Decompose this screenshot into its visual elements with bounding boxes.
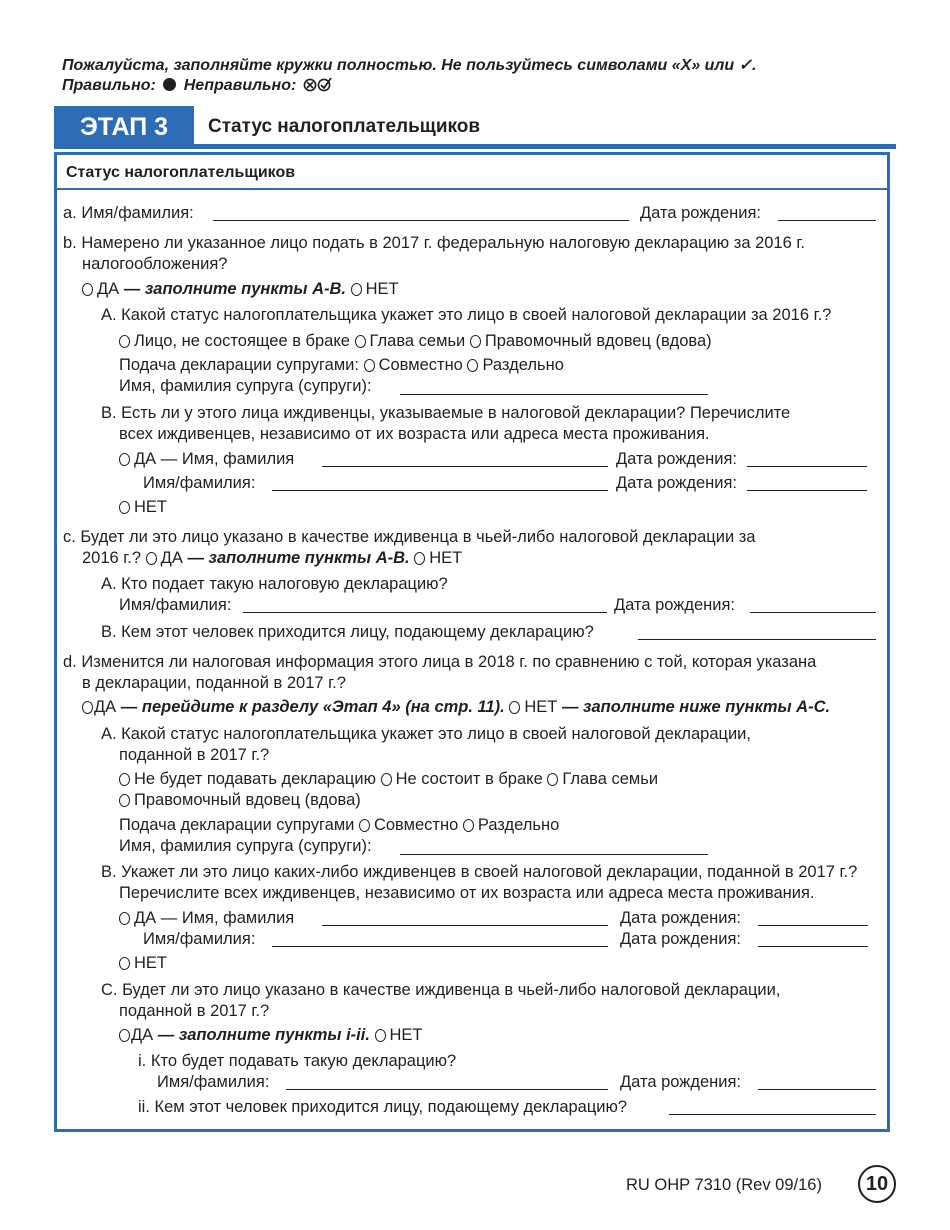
- bB-yes-row: [119, 449, 294, 470]
- d-answer-row: [82, 697, 830, 718]
- dA-widow-radio[interactable]: [119, 794, 130, 807]
- dB-name2-field[interactable]: [272, 946, 608, 947]
- cA-question: A. Кто подает такую налоговую декларацию?: [101, 575, 448, 593]
- dC-i-name-label: Имя/фамилия:: [157, 1073, 270, 1091]
- d-question-line2: в декларации, поданной в 2017 г.?: [82, 674, 346, 692]
- dC-yes-radio[interactable]: [119, 1029, 130, 1042]
- bA-joint-row: [119, 355, 564, 376]
- dA-question-line2: поданной в 2017 г.?: [119, 746, 270, 764]
- bA-single-label: Лицо, не состоящее в браке: [134, 332, 350, 350]
- b-no-label: НЕТ: [365, 280, 399, 298]
- b-question-line2: налогообложения?: [82, 255, 228, 273]
- c-question-line1: c. Будет ли это лицо указано в качестве иждивенца в чьей-либо налоговой декларации за: [63, 528, 756, 546]
- b-yes-note: — заполните пункты A-B.: [123, 280, 346, 298]
- dA-joint-label: Подача декларации супругами: [119, 816, 355, 834]
- dC-yes-note: — заполните пункты i-ii.: [157, 1026, 370, 1044]
- instructions-line1: Пожалуйста, заполняйте кружки полностью. Не пользуйтесь символами «X» или ✓.: [62, 57, 757, 74]
- bA-joint-label: Подача декларации супругами:: [119, 356, 359, 374]
- dB-dob2-field[interactable]: [758, 946, 868, 947]
- section-header: [57, 155, 887, 190]
- section-title: Статус налогоплательщиков: [66, 164, 296, 181]
- dA-spouse-label: Имя, фамилия супруга (супруги):: [119, 837, 372, 855]
- dB-question-line1: B. Укажет ли это лицо каких-либо иждивенцев в своей налоговой декларации, поданной в 2017 г.?: [101, 863, 858, 881]
- b-question-line1: b. Намерено ли указанное лицо подать в 2017 г. федеральную налоговую декларацию за 2016 г.: [63, 234, 805, 252]
- form-id: RU OHP 7310 (Rev 09/16): [626, 1176, 822, 1194]
- dB-name1-field[interactable]: [322, 925, 608, 926]
- bA-joint-radio[interactable]: [364, 359, 375, 372]
- cA-dob-label: Дата рождения:: [614, 596, 735, 614]
- d-question-line1: d. Изменится ли налоговая информация этого лица в 2018 г. по сравнению с той, которая указана: [63, 653, 817, 671]
- dB-dob1-field[interactable]: [758, 925, 868, 926]
- dC-i-dob-field[interactable]: [758, 1089, 876, 1090]
- dB-dob1-label: Дата рождения:: [620, 909, 741, 927]
- dA-question-line1: A. Какой статус налогоплательщика укажет это лицо в своей налоговой декларации,: [101, 725, 751, 743]
- stage-title: Статус налогоплательщиков: [208, 116, 481, 137]
- stage-underline: [54, 144, 896, 149]
- dA-widow-label: Правомочный вдовец (вдова): [134, 791, 361, 809]
- correct-label: Правильно:: [62, 77, 156, 94]
- b-yes-radio[interactable]: [82, 283, 93, 296]
- bB-question-line2: всех иждивенцев, независимо от их возраста или адреса места проживания.: [119, 425, 710, 443]
- dC-yes-label: ДА: [131, 1026, 154, 1044]
- dA-joint-option: Совместно: [373, 816, 459, 834]
- c-question-line2: [82, 548, 462, 569]
- cB-relation-field[interactable]: [638, 639, 876, 640]
- bA-spouse-label: Имя, фамилия супруга (супруги):: [119, 377, 372, 395]
- bB-name1-field[interactable]: [322, 466, 608, 467]
- c-question-year: 2016 г.?: [82, 549, 142, 567]
- wrong-label: Неправильно:: [183, 77, 297, 94]
- bA-head-radio[interactable]: [355, 335, 366, 348]
- stage-tab: ЭТАП 3: [54, 106, 194, 146]
- a-dob-label: Дата рождения:: [640, 204, 761, 222]
- bA-spouse-field[interactable]: [400, 394, 708, 395]
- bA-head-label: Глава семьи: [369, 332, 466, 350]
- a-name-label: a. Имя/фамилия:: [63, 204, 194, 222]
- bA-widow-label: Правомочный вдовец (вдова): [484, 332, 712, 350]
- a-name-field[interactable]: [213, 220, 629, 221]
- dB-yes-name-label: ДА — Имя, фамилия: [134, 909, 295, 927]
- dC-i-question: i. Кто будет подавать такую декларацию?: [138, 1052, 457, 1070]
- dC-i-name-field[interactable]: [286, 1089, 608, 1090]
- dB-name2-label: Имя/фамилия:: [143, 930, 256, 948]
- dA-joint-row: [119, 815, 559, 836]
- dA-nofile-label: Не будет подавать декларацию: [134, 770, 376, 788]
- stage-header: [54, 106, 896, 148]
- bB-dob1-label: Дата рождения:: [616, 450, 737, 468]
- instructions: [62, 56, 756, 96]
- cB-question: B. Кем этот человек приходится лицу, подающему декларацию?: [101, 623, 594, 641]
- filled-circle-icon: [163, 78, 176, 91]
- dA-single-radio[interactable]: [381, 773, 392, 786]
- dC-ii-question: ii. Кем этот человек приходится лицу, подающему декларацию?: [138, 1098, 628, 1116]
- d-yes-label: ДА: [94, 698, 117, 716]
- dA-head-label: Глава семьи: [562, 770, 659, 788]
- bB-yes-radio[interactable]: [119, 453, 130, 466]
- cA-name-label: Имя/фамилия:: [119, 596, 232, 614]
- dC-question-line2: поданной в 2017 г.?: [119, 1002, 270, 1020]
- bA-separate-option: Раздельно: [482, 356, 564, 374]
- dA-spouse-field[interactable]: [400, 854, 708, 855]
- dC-no-radio[interactable]: [375, 1029, 386, 1042]
- d-yes-note: — перейдите к разделу «Этап 4» (на стр. 11).: [120, 698, 505, 716]
- c-yes-label: ДА: [160, 549, 183, 567]
- bB-name2-label: Имя/фамилия:: [143, 474, 256, 492]
- bB-no-radio[interactable]: [119, 501, 130, 514]
- c-yes-note: — заполните пункты A-B.: [187, 549, 410, 567]
- bB-no-row: [119, 497, 167, 518]
- d-yes-radio[interactable]: [82, 701, 93, 714]
- dA-nofile-radio[interactable]: [119, 773, 130, 786]
- cA-dob-field[interactable]: [750, 612, 876, 613]
- d-no-radio[interactable]: [509, 701, 520, 714]
- dC-ii-relation-field[interactable]: [669, 1114, 876, 1115]
- bA-joint-option: Совместно: [378, 356, 463, 374]
- dA-single-label: Не состоит в браке: [395, 770, 543, 788]
- dC-i-dob-label: Дата рождения:: [620, 1073, 741, 1091]
- dB-no-label: НЕТ: [134, 954, 167, 972]
- dB-dob2-label: Дата рождения:: [620, 930, 741, 948]
- dC-answer-row: [119, 1025, 423, 1046]
- bA-widow-radio[interactable]: [470, 335, 481, 348]
- bA-single-radio[interactable]: [119, 335, 130, 348]
- bA-separate-radio[interactable]: [467, 359, 478, 372]
- dC-question-line1: C. Будет ли это лицо указано в качестве иждивенца в чьей-либо налоговой декларации,: [101, 981, 781, 999]
- dB-yes-row: [119, 908, 294, 929]
- dA-separate-option: Раздельно: [477, 816, 560, 834]
- dA-separate-radio[interactable]: [463, 819, 474, 832]
- b-yes-label: ДА: [97, 280, 120, 298]
- b-answer-row: [82, 279, 399, 300]
- dB-question-line2: Перечислите всех иждивенцев, независимо от их возраста или адреса места проживания.: [119, 884, 815, 902]
- dB-yes-radio[interactable]: [119, 912, 130, 925]
- c-no-radio[interactable]: [414, 552, 425, 565]
- dA-head-radio[interactable]: [547, 773, 558, 786]
- wrong-marks-icon: [303, 77, 333, 92]
- bB-dob2-label: Дата рождения:: [616, 474, 737, 492]
- a-dob-field[interactable]: [778, 220, 876, 221]
- bB-dob2-field[interactable]: [747, 490, 867, 491]
- bB-no-label: НЕТ: [134, 498, 167, 516]
- dB-no-radio[interactable]: [119, 957, 130, 970]
- b-no-radio[interactable]: [351, 283, 362, 296]
- dB-no-row: [119, 953, 167, 974]
- instructions-line2: [62, 76, 756, 96]
- bB-yes-name-label: ДА — Имя, фамилия: [134, 450, 295, 468]
- dA-widow-row: [119, 790, 361, 811]
- dC-no-label: НЕТ: [389, 1026, 423, 1044]
- page-number: 10: [858, 1165, 896, 1203]
- c-yes-radio[interactable]: [146, 552, 157, 565]
- bA-question: A. Какой статус налогоплательщика укажет это лицо в своей налоговой декларации за 2016 г.?: [101, 306, 832, 324]
- bB-name2-field[interactable]: [272, 490, 608, 491]
- bB-question-line1: B. Есть ли у этого лица иждивенцы, указываемые в налоговой декларации? Перечислите: [101, 404, 791, 422]
- bB-dob1-field[interactable]: [747, 466, 867, 467]
- d-no-label: НЕТ: [524, 698, 558, 716]
- dA-status-options: [119, 769, 658, 790]
- d-no-note: — заполните ниже пункты A-C.: [561, 698, 831, 716]
- bA-status-options: [119, 331, 712, 352]
- cA-name-field[interactable]: [243, 612, 607, 613]
- c-no-label: НЕТ: [429, 549, 463, 567]
- dA-joint-radio[interactable]: [359, 819, 370, 832]
